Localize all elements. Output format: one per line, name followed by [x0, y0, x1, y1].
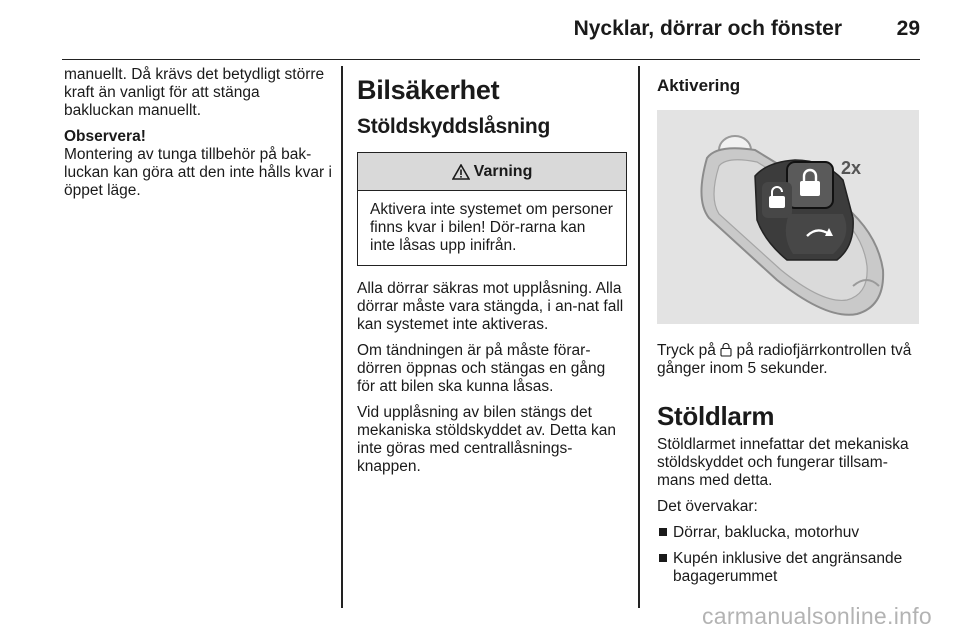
column-divider	[341, 66, 343, 608]
paragraph: Om tändningen är på måste förar-dörren öppnas och stängas en gång för att bilen ska kunna låsas.	[357, 342, 606, 395]
key-remote-figure	[657, 110, 919, 324]
paragraph: Alla dörrar säkras mot upplåsning. Alla dörrar måste vara stängda, i an-nat fall kan systemet inte aktiveras.	[357, 280, 624, 333]
press-count-label: 2x	[841, 158, 862, 178]
column-middle	[357, 66, 627, 484]
warning-title: Varning	[473, 162, 533, 180]
list-item: Kupén inklusive det angränsande bagagerummet	[657, 550, 925, 586]
bullet-square-icon	[659, 528, 667, 536]
monitored-list	[657, 524, 925, 586]
column-right	[657, 66, 925, 594]
section-heading: Bilsäkerhet	[357, 75, 500, 105]
note-title: Observera!	[64, 128, 146, 145]
column-left	[64, 66, 332, 208]
key-remote-illustration	[657, 110, 919, 324]
warning-header	[358, 153, 626, 191]
note-text: Montering av tunga tillbehör på bak-luckan kan göra att den inte hålls kvar i öppet läge.	[64, 146, 332, 199]
chapter-title: Nycklar, dörrar och fönster	[573, 17, 842, 40]
paragraph: Vid upplåsning av bilen stängs det mekaniska stöldskyddet av. Detta kan inte göras med centrallåsnings-knappen.	[357, 404, 617, 475]
subsection-heading: Stöldskyddslåsning	[357, 115, 550, 138]
warning-body	[358, 191, 626, 265]
list-item: Dörrar, baklucka, motorhuv	[657, 524, 925, 542]
paragraph: Stöldlarmet innefattar det mekaniska stöldskyddet och fungerar tillsam-mans med detta.	[657, 436, 909, 489]
page-header	[62, 0, 920, 60]
warning-box	[357, 152, 627, 266]
lock-icon	[720, 343, 732, 357]
watermark: carmanualsonline.info	[701, 603, 932, 629]
instruction-text: Tryck på på radiofjärrkontrollen två gånger inom 5 sekunder.	[657, 342, 912, 377]
bullet-square-icon	[659, 554, 667, 562]
warning-triangle-icon	[452, 164, 470, 180]
warning-text: Aktivera inte systemet om personer finns kvar i bilen! Dör-rarna kan inte låsas upp inifrån.	[370, 201, 613, 254]
section-heading: Stöldlarm	[657, 401, 775, 431]
paragraph: Det övervakar:	[657, 498, 758, 515]
column-divider	[638, 66, 640, 608]
page-number: 29	[896, 17, 920, 40]
subsection-heading: Aktivering	[657, 76, 741, 95]
paragraph: manuellt. Då krävs det betydligt större kraft än vanligt för att stänga bakluckan manuellt.	[64, 66, 325, 119]
